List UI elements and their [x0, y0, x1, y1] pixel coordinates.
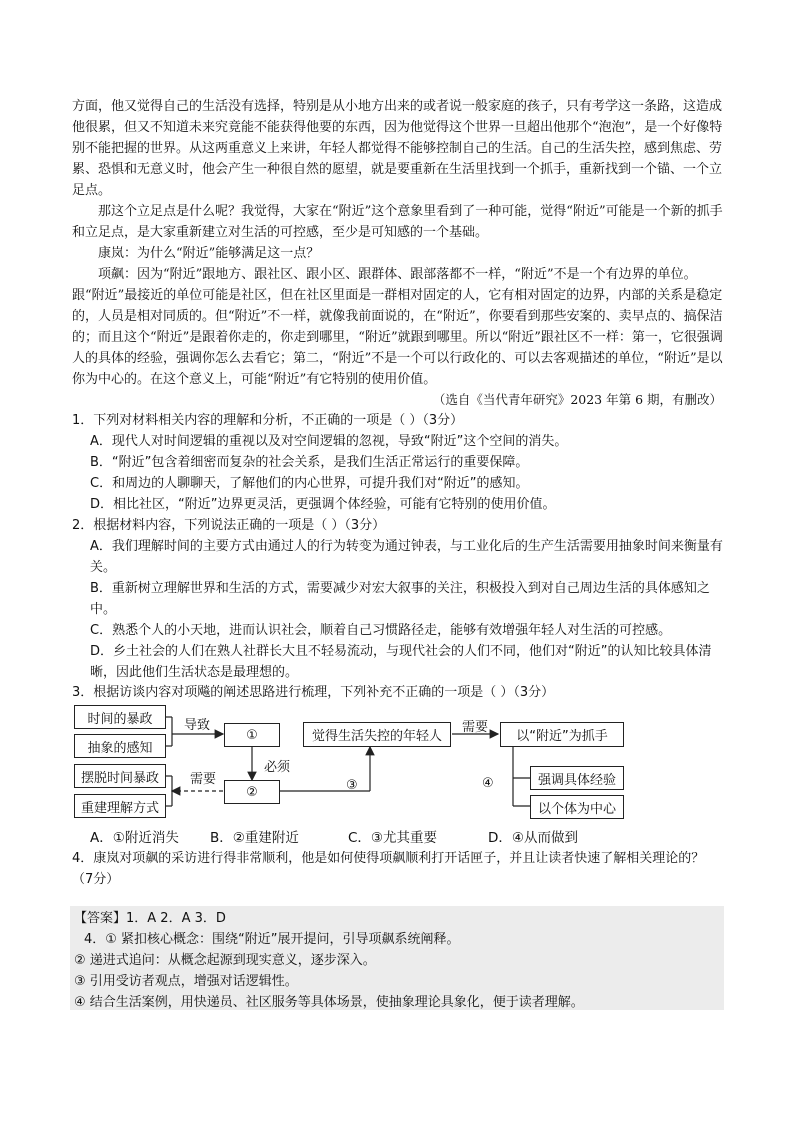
question-1-option-b: B．“附近”包含着细密而复杂的社会关系，是我们生活正常运行的重要保障。 [90, 455, 529, 470]
passage-source: （选自《当代青年研究》2023 年第 6 期，有删改） [432, 392, 722, 407]
diagram-box-escape-tyranny: 摆脱时间暴政 [74, 764, 166, 788]
question-3-option-a: A．①附近消失 [90, 830, 179, 846]
diagram-box-rebuild-understanding: 重建理解方式 [74, 794, 166, 818]
diagram-label-3: ③ [346, 778, 358, 793]
diagram-box-1: ① [224, 723, 280, 747]
answer-line-5: ④ 结合生活案例，用快递员、社区服务等具体场景，使抽象理论具象化，便于读者理解。 [74, 995, 584, 1010]
passage-paragraph-1: 方面，他又觉得自己的生活没有选择，特别是从小地方出来的或者说一般家庭的孩子，只有考学这一条路，这造成他很累，但又不知道未来究竟能不能获得他要的东西，因为他觉得这个世界一旦超出他那个“泡泡”，是一个好像特别不能把握的世界。从这两重意义上来讲，年轻人都觉得不能够控制自己的生活。自己的生活失控，感到焦虑、劳累、恐惧和无意义时，他会产生一种很自然的愿望，就是要重新在生活里找到一个抓手，重新找到一个锚、一个立足点。 [72, 99, 723, 198]
question-2 [72, 515, 724, 683]
diagram-box-center: 以个体为中心 [530, 795, 624, 819]
question-2-option-b: B．重新树立理解世界和生活的方式，需要减少对宏大叙事的关注，积极投入到对自己周边生活的具体感知之中。 [90, 581, 710, 617]
diagram-box-2: ② [224, 780, 280, 804]
diagram-label-need-1: 需要 [190, 772, 217, 787]
question-4-stem: 4．康岚对项飙的采访进行得非常顺利，他是如何使得项飙顺利打开话匣子，并且让读者快速了解相关理论的？（7分） [72, 851, 705, 887]
question-3-option-b: B．②重建附近 [210, 830, 299, 846]
question-3-option-d: D．④从而做到 [488, 830, 578, 846]
answer-block [70, 906, 724, 1010]
question-1-stem: 1．下列对材料相关内容的理解和分析，不正确的一项是（ ）（3分） [72, 413, 464, 428]
diagram-box-experience: 强调具体经验 [530, 766, 624, 790]
question-2-option-a: A．我们理解时间的主要方式由通过人的行为转变为通过钟表，与工业化后的生产生活需要用抽象时间来衡量有关。 [90, 539, 723, 575]
diagram-box-youth: 觉得生活失控的年轻人 [303, 722, 451, 747]
question-1-option-a: A．现代人对时间逻辑的重视以及对空间逻辑的忽视，导致“附近”这个空间的消失。 [90, 434, 568, 449]
passage-paragraph-3: 康岚：为什么“附近”能够满足这一点？ [98, 246, 320, 261]
question-1-option-c: C．和周边的人聊聊天，了解他们的内心世界，可提升我们对“附近”的感知。 [90, 476, 529, 491]
diagram-label-lead-to: 导致 [184, 718, 211, 733]
answer-line-3: ② 递进式追问：从概念起源到现实意义，逐步深入。 [74, 953, 376, 968]
diagram-box-time-tyranny: 时间的暴政 [74, 705, 166, 729]
diagram-label-4: ④ [482, 776, 494, 791]
passage-paragraph-4: 项飙：因为“附近”跟地方、跟社区、跟小区、跟群体、跟部落都不一样，“附近”不是一个有边界的单位。跟“附近”最接近的单位可能是社区，但在社区里面是一群相对固定的人，它有相对固定的边界，内部的关系是稳定的，人员是相对同质的。但“附近”不一样，就像我前面说的，在“附近”，你要看到那些安案的、卖早点的、搞保洁的；而且这个“附近”是跟着你走的，你走到哪里，“附近”就跟到哪里。所以“附近”跟社区不一样：第一，它很强调人的具体的经验，强调你怎么去看它；第二，“附近”不是一个可以行政化的、可以去客观描述的单位，“附近”是以你为中心的。在这个意义上，可能“附近”有它特别的使用价值。 [72, 267, 723, 387]
question-1 [72, 410, 724, 515]
question-3-option-c: C．③尤其重要 [348, 830, 438, 846]
answer-line-2: 4．① 紧扣核心概念：围绕“附近”展开提问，引导项飙系统阐释。 [84, 932, 460, 947]
answer-line-4: ③ 引用受访者观点，增强对话逻辑性。 [74, 974, 298, 989]
question-2-option-c: C．熟悉个人的小天地，进而认识社会，顺着自己习惯路径走，能够有效增强年轻人对生活的可控感。 [90, 623, 672, 638]
question-2-stem: 2．根据材料内容，下列说法正确的一项是（ ）（3分） [72, 518, 386, 533]
answer-line-1: 【答案】1．A 2．A 3．D [74, 911, 226, 926]
question-2-option-d: D．乡土社会的人们在熟人社群长大且不轻易流动，与现代社会的人们不同，他们对“附近”的认知比较具体清晰，因此他们生活状态是最理想的。 [90, 644, 712, 680]
diagram-label-need-2: 需要 [462, 720, 489, 735]
passage-paragraph-2: 那这个立足点是什么呢？我觉得，大家在“附近”这个意象里看到了一种可能，觉得“附近”可能是一个新的抓手和立足点，是大家重新建立对生活的可控感，至少是可知感的一个基础。 [72, 204, 723, 240]
question-3-stem: 3．根据访谈内容对项飚的阐述思路进行梳理，下列补充不正确的一项是（ ）（3分） [72, 685, 555, 700]
question-1-option-d: D．相比社区，“附近”边界更灵活，更强调个体经验，可能有它特别的使用价值。 [90, 497, 556, 512]
diagram-box-grip: 以“附近”为抓手 [500, 722, 624, 747]
diagram-label-must: 必须 [264, 760, 291, 775]
diagram-box-abstract-sense: 抽象的感知 [74, 734, 166, 758]
